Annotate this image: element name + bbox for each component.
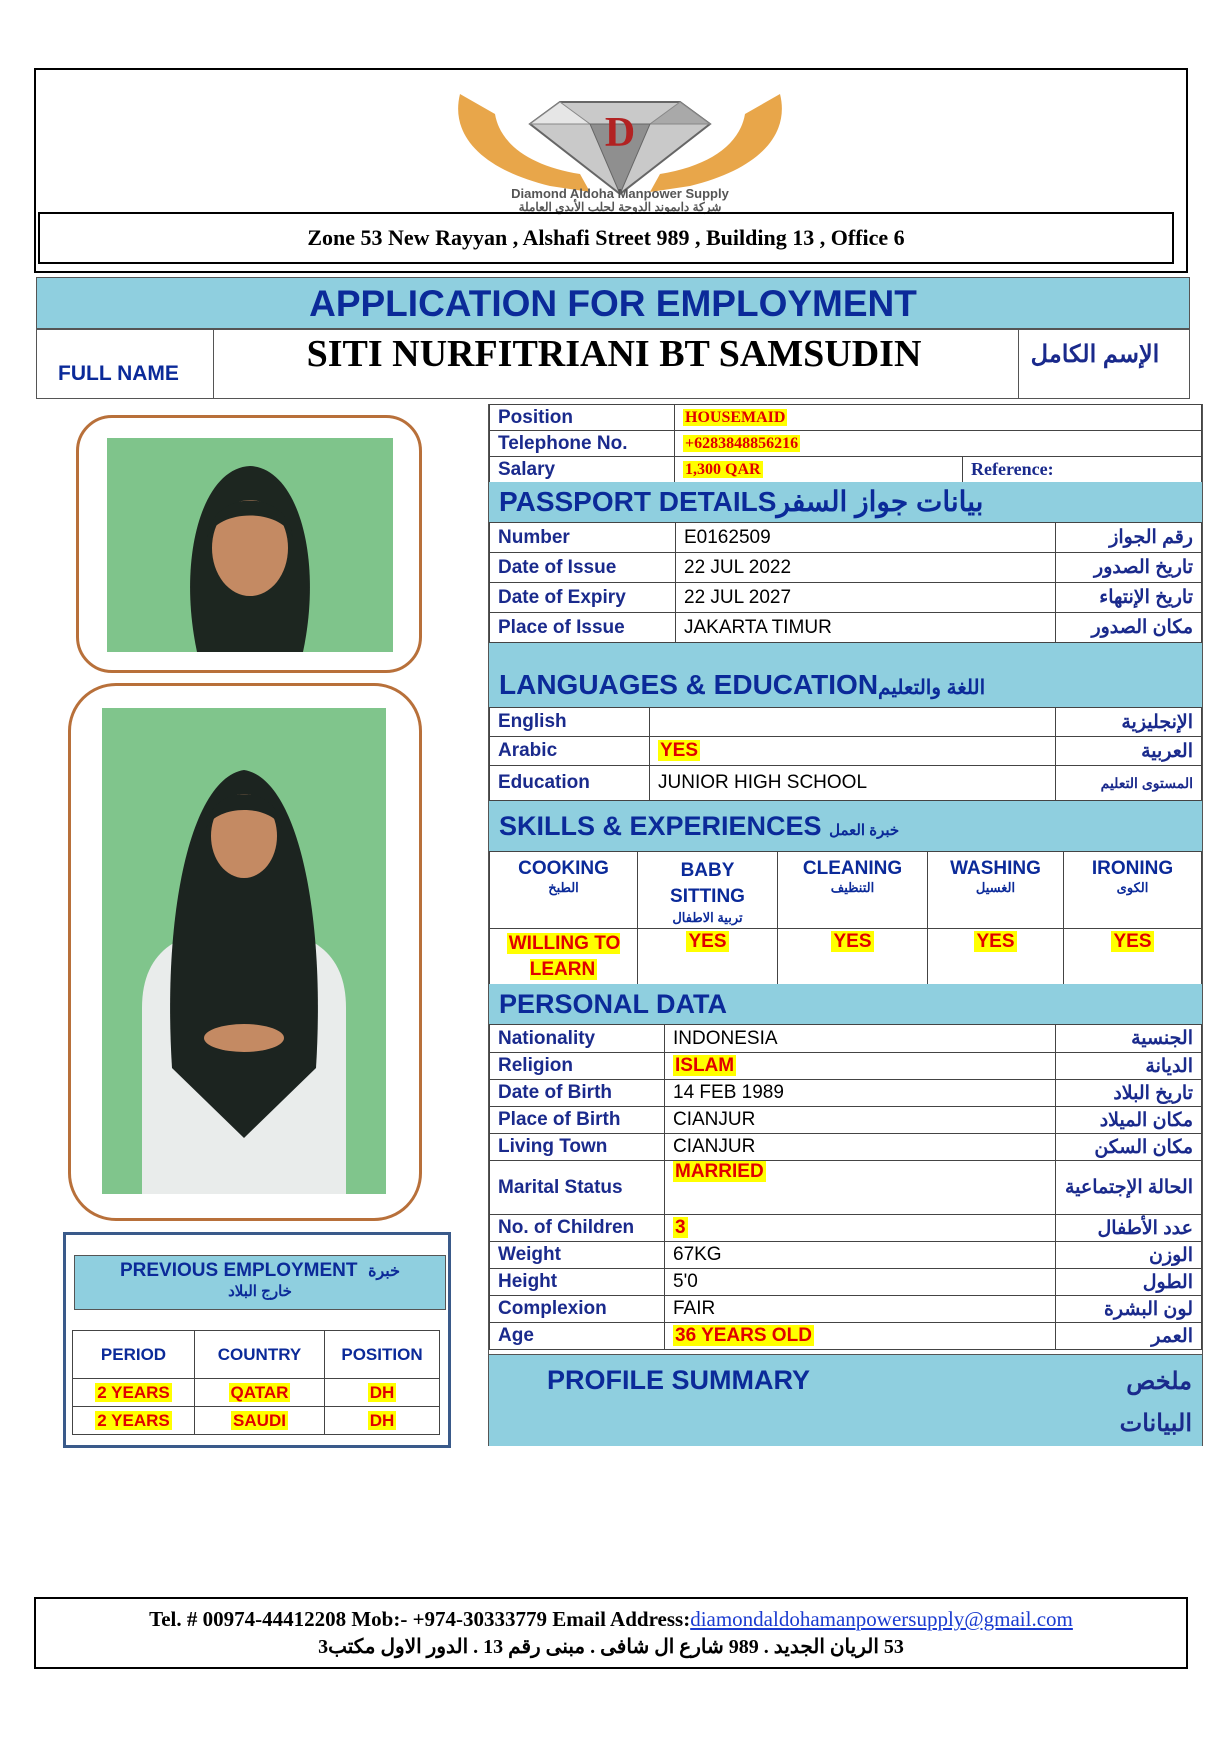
table-row <box>490 583 1202 613</box>
issue-place-label-ar: مكان الصدور <box>1056 613 1202 643</box>
skills-heading-en: SKILLS & EXPERIENCES <box>499 811 822 841</box>
languages-heading-en: LANGUAGES & EDUCATION <box>499 669 879 700</box>
page-title: APPLICATION FOR EMPLOYMENT <box>36 277 1190 329</box>
skill-cleaning-label-ar: التنظيف <box>830 880 875 895</box>
personal-heading: PERSONAL DATA <box>489 984 1202 1024</box>
passport-number-label-ar: رقم الجواز <box>1056 523 1202 553</box>
languages-heading <box>489 643 1202 707</box>
english-label: English <box>490 708 650 737</box>
skills-heading-ar: خبرة العمل <box>829 822 900 839</box>
previous-employment-title: PREVIOUS EMPLOYMENT <box>119 1260 358 1281</box>
skills-heading <box>489 801 1202 851</box>
issue-date-label-ar: تاريخ الصدور <box>1056 553 1202 583</box>
top-info-table <box>489 404 1202 483</box>
table-row <box>490 553 1202 583</box>
expiry-date-label: Date of Expiry <box>490 583 676 613</box>
footer-contact-box <box>34 1597 1188 1669</box>
country-cell: QATAR <box>230 1382 289 1402</box>
arabic-value: YES <box>660 740 699 761</box>
dob-label: Date of Birth <box>490 1080 665 1107</box>
skill-babysitting-label: BABY SITTING <box>670 860 745 907</box>
living-town-value: CIANJUR <box>665 1134 1056 1161</box>
marital-status-label: Marital Status <box>490 1161 665 1215</box>
full-body-photo <box>102 708 386 1194</box>
person-portrait-icon <box>102 708 386 1194</box>
issue-date-value: 22 JUL 2022 <box>676 553 1056 583</box>
age-label: Age <box>490 1323 665 1350</box>
weight-value: 67KG <box>665 1242 1056 1269</box>
telephone-value: +6283848856216 <box>685 434 799 452</box>
table-row <box>490 1269 1202 1296</box>
skill-babysitting-label-ar: تربية الاطفال <box>672 910 743 925</box>
logo-company-name: Diamond Aldoha Manpower Supply <box>511 186 729 201</box>
col-header-country: COUNTRY <box>195 1331 325 1379</box>
skill-babysitting-value: YES <box>688 931 727 952</box>
birthplace-label: Place of Birth <box>490 1107 665 1134</box>
birthplace-value: CIANJUR <box>665 1107 1056 1134</box>
table-row <box>490 523 1202 553</box>
table-row <box>73 1407 440 1435</box>
religion-label: Religion <box>490 1053 665 1080</box>
weight-label: Weight <box>490 1242 665 1269</box>
table-row <box>490 1080 1202 1107</box>
table-row <box>490 1107 1202 1134</box>
previous-employment-title-ar: خبرة <box>368 1263 401 1280</box>
children-label: No. of Children <box>490 1215 665 1242</box>
skill-cleaning-label: CLEANING <box>802 858 903 879</box>
arabic-label-ar: العربية <box>1056 737 1202 766</box>
table-row <box>490 613 1202 643</box>
footer-address-ar: 53 الريان الجديد . 989 شارع ال شافى . مبنى رقم 13 . الدور الاول مكتب3 <box>318 1636 904 1658</box>
profile-summary-heading-ar-2: البيانات <box>1119 1410 1192 1437</box>
footer-email-link[interactable]: diamondaldohamanpowersupply@gmail.com <box>690 1607 1073 1631</box>
complexion-value: FAIR <box>665 1296 1056 1323</box>
table-row <box>490 766 1202 801</box>
weight-label-ar: الوزن <box>1056 1242 1202 1269</box>
religion-value: ISLAM <box>675 1055 735 1076</box>
marital-status-value: MARRIED <box>675 1161 764 1182</box>
profile-summary-heading-ar-1: ملخص <box>1126 1368 1192 1395</box>
height-value: 5'0 <box>665 1269 1056 1296</box>
footer-contact-line <box>36 1607 1186 1632</box>
table-row <box>490 1025 1202 1053</box>
personal-table <box>489 1024 1202 1350</box>
position-value: HOUSEMAID <box>685 408 786 426</box>
complexion-label: Complexion <box>490 1296 665 1323</box>
skill-washing-label: WASHING <box>950 858 1041 879</box>
skills-table <box>489 851 1202 986</box>
full-name-label: FULL NAME <box>58 362 179 385</box>
table-row <box>490 708 1202 737</box>
skill-washing-label-ar: الغسيل <box>975 880 1016 895</box>
nationality-label: Nationality <box>490 1025 665 1053</box>
passport-number-label: Number <box>490 523 676 553</box>
passport-number-value: E0162509 <box>676 523 1056 553</box>
table-row <box>490 1296 1202 1323</box>
full-name-value: SITI NURFITRIANI BT SAMSUDIN <box>306 333 922 375</box>
passport-heading <box>489 482 1202 522</box>
telephone-label: Telephone No. <box>490 431 675 457</box>
svg-text:D: D <box>604 110 636 156</box>
full-name-label-ar: الإسم الكامل <box>1030 341 1160 368</box>
table-row <box>490 1161 1202 1215</box>
expiry-date-value: 22 JUL 2027 <box>676 583 1056 613</box>
logo-company-name-ar: شركة دايموند الدوحة لجلب الأيدي العاملة <box>518 200 722 214</box>
period-cell: 2 YEARS <box>97 1410 170 1430</box>
skill-cooking-value: WILLING TO LEARN <box>508 933 621 980</box>
skill-cooking-label-ar: الطبخ <box>548 880 579 895</box>
complexion-label-ar: لون البشرة <box>1056 1296 1202 1323</box>
previous-employment-title-ar-2: خارج البلاد <box>228 1283 292 1300</box>
age-value: 36 YEARS OLD <box>675 1325 812 1346</box>
english-label-ar: الإنجليزية <box>1056 708 1202 737</box>
table-row <box>490 737 1202 766</box>
footer-contact-text: Tel. # 00974-44412208 Mob:- +974-30333779 Email Address: <box>149 1607 691 1631</box>
dob-value: 14 FEB 1989 <box>665 1080 1056 1107</box>
country-cell: SAUDI <box>233 1410 286 1430</box>
person-headshot-icon <box>107 438 393 652</box>
children-label-ar: عدد الأطفال <box>1056 1215 1202 1242</box>
passport-photo <box>107 438 393 652</box>
nationality-value: INDONESIA <box>665 1025 1056 1053</box>
skill-cooking-label: COOKING <box>518 858 609 879</box>
living-town-label-ar: مكان السكن <box>1056 1134 1202 1161</box>
issue-date-label: Date of Issue <box>490 553 676 583</box>
expiry-date-label-ar: تاريخ الإنتهاء <box>1056 583 1202 613</box>
table-row <box>490 1323 1202 1350</box>
salary-value: 1,300 QAR <box>685 460 761 478</box>
reference-label: Reference: <box>963 457 1202 483</box>
religion-label-ar: الديانة <box>1056 1053 1202 1080</box>
previous-employment-table <box>72 1330 440 1435</box>
children-value: 3 <box>675 1217 686 1238</box>
profile-summary-section <box>489 1354 1202 1446</box>
education-label-ar: المستوى التعليم <box>1056 766 1202 801</box>
passport-heading-en: PASSPORT DETAILS <box>499 486 777 517</box>
full-name-divider-2 <box>1018 329 1019 399</box>
col-header-period: PERIOD <box>73 1331 195 1379</box>
education-value: JUNIOR HIGH SCHOOL <box>650 766 1056 801</box>
skill-ironing-label: IRONING <box>1091 858 1174 879</box>
languages-heading-ar: اللغة والتعليم <box>878 677 986 699</box>
skill-washing-value: YES <box>976 931 1015 952</box>
issue-place-value: JAKARTA TIMUR <box>676 613 1056 643</box>
table-row <box>490 1215 1202 1242</box>
languages-table <box>489 707 1202 801</box>
skill-ironing-label-ar: الكوى <box>1116 880 1149 895</box>
passport-table <box>489 522 1202 643</box>
period-cell: 2 YEARS <box>97 1382 170 1402</box>
salary-label: Salary <box>490 457 675 483</box>
position-cell: DH <box>369 1410 395 1430</box>
passport-heading-ar: بيانات جواز السفر <box>776 486 984 517</box>
table-row <box>73 1379 440 1407</box>
living-town-label: Living Town <box>490 1134 665 1161</box>
company-logo <box>440 74 800 216</box>
position-label: Position <box>490 405 675 431</box>
table-row <box>490 1053 1202 1080</box>
arabic-label: Arabic <box>490 737 650 766</box>
education-label: Education <box>490 766 650 801</box>
english-value <box>650 708 1056 737</box>
dob-label-ar: تاريخ البلاد <box>1056 1080 1202 1107</box>
position-cell: DH <box>369 1382 395 1402</box>
profile-summary-heading: PROFILE SUMMARY <box>547 1365 810 1395</box>
office-address: Zone 53 New Rayyan , Alshafi Street 989 , Building 13 , Office 6 <box>38 212 1174 264</box>
age-label-ar: العمر <box>1056 1323 1202 1350</box>
skill-ironing-value: YES <box>1113 931 1152 952</box>
issue-place-label: Place of Issue <box>490 613 676 643</box>
nationality-label-ar: الجنسية <box>1056 1025 1202 1053</box>
table-row <box>490 1242 1202 1269</box>
marital-status-label-ar: الحالة الإجتماعية <box>1056 1161 1202 1215</box>
skill-cleaning-value: YES <box>833 931 872 952</box>
height-label: Height <box>490 1269 665 1296</box>
previous-employment-heading <box>74 1255 446 1310</box>
height-label-ar: الطول <box>1056 1269 1202 1296</box>
table-row <box>490 1134 1202 1161</box>
col-header-position: POSITION <box>325 1331 440 1379</box>
birthplace-label-ar: مكان الميلاد <box>1056 1107 1202 1134</box>
